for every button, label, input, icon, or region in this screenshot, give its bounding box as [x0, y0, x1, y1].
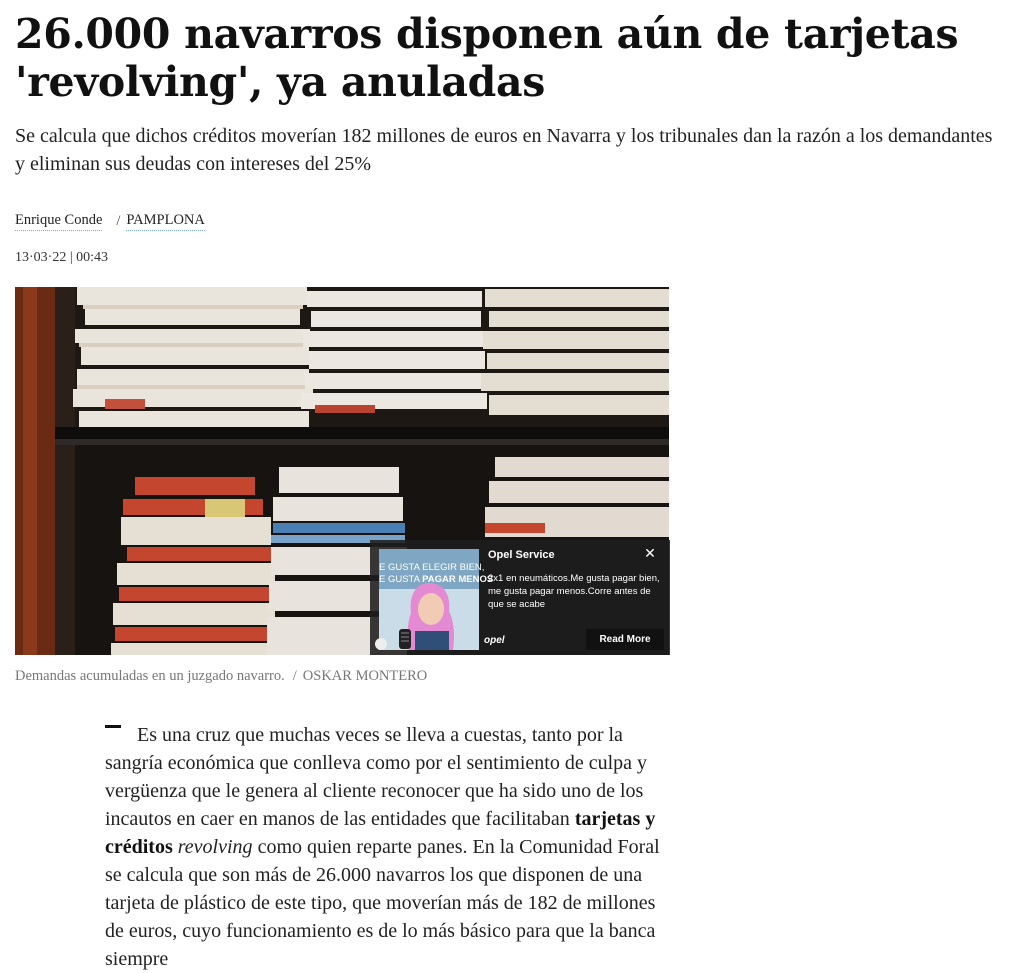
publish-datetime: 13·03·22 | 00:43: [15, 250, 109, 265]
body-bold-term: tarjetas y créditos: [105, 808, 656, 858]
video-ad-overlay[interactable]: [370, 540, 670, 655]
ad-description: 2x1 en neumáticos.Me gusta pagar bien, me gusta pagar menos.Corre antes de que se acabe: [488, 573, 660, 610]
body-italic-term: revolving: [177, 836, 253, 858]
photo-caption: [15, 668, 427, 685]
ad-thumb-line-2: [379, 574, 494, 585]
ad-title: Opel Service: [488, 549, 555, 561]
body-rest: como quien reparte panes. En la Comunidad Foral se calcula que son más de 26.000 navarros los que disponen de una tarjeta de plástico de este tipo, que moverían más de 182 de millones de euros, cuyo funcionamiento es de lo más básico para que la banca siempre: [105, 836, 660, 970]
adchoices-icon[interactable]: [375, 638, 387, 650]
location-link[interactable]: PAMPLONA: [126, 212, 204, 231]
close-icon[interactable]: ✕: [644, 546, 656, 562]
ad-brand-logo: opel: [484, 635, 505, 646]
photo-credit: OSKAR MONTERO: [302, 668, 428, 684]
byline-separator: /: [116, 212, 121, 229]
ad-thumb-line-2-bold: PAGAR MENOS: [422, 574, 494, 585]
caption-text: Demandas acumuladas en un juzgado navarro.: [15, 668, 285, 684]
author-link[interactable]: Enrique Conde: [15, 212, 102, 231]
caption-separator: /: [292, 668, 297, 684]
body-intro: Es una cruz que muchas veces se lleva a cuestas, tanto por la sangría económica que conlleva como por el sentimiento de culpa y vergüenza que le genera al cliente reconocer que ha sido uno de los incautos en caer en manos de las entidades que facilitaban: [105, 724, 648, 830]
article-body: [105, 721, 671, 973]
byline: [15, 210, 205, 232]
lead-dash: [105, 725, 121, 728]
article-subtitle: Se calcula que dichos créditos moverían 182 millones de euros en Navarra y los tribunales dan la razón a los demandantes y eliminan sus deudas con intereses del 25%: [15, 125, 993, 175]
article-headline: 26.000 navarros disponen aún de tarjetas 'revolving', ya anuladas: [15, 10, 959, 106]
ad-thumb-line-1: E GUSTA ELEGIR BIEN,: [379, 562, 485, 573]
ad-thumb-line-2-prefix: E GUSTA: [379, 574, 423, 585]
ad-thumbnail[interactable]: [379, 549, 494, 650]
read-more-button[interactable]: Read More: [586, 629, 664, 650]
